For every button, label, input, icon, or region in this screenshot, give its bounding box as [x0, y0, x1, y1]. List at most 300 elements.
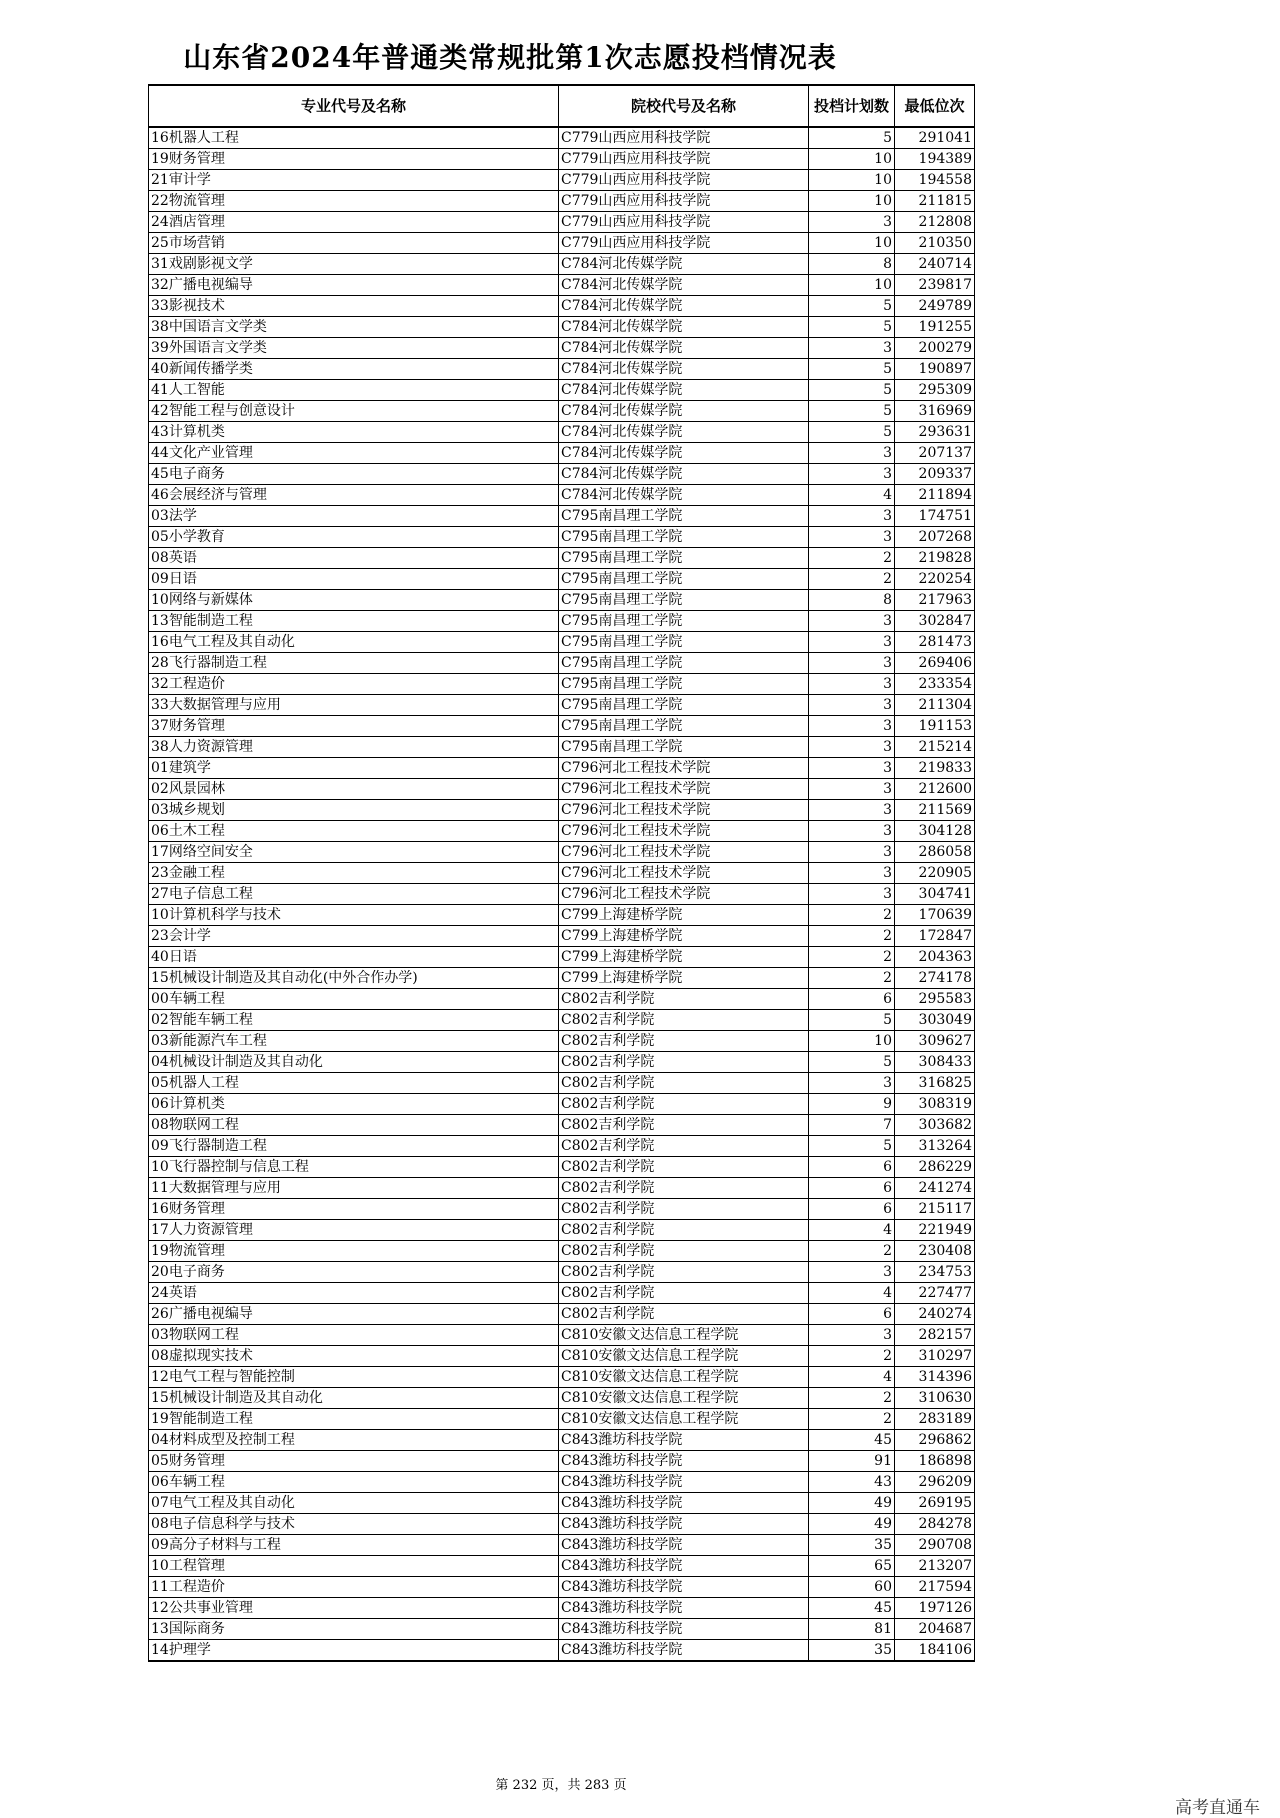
- table-row: [149, 779, 975, 800]
- cell-major: 19智能制造工程: [149, 1409, 559, 1430]
- table-row: [149, 1577, 975, 1598]
- cell-plan: 5: [809, 359, 895, 380]
- cell-rank: 283189: [895, 1409, 975, 1430]
- cell-plan: 10: [809, 191, 895, 212]
- cell-plan: 35: [809, 1640, 895, 1662]
- cell-major: 08英语: [149, 548, 559, 569]
- cell-major: 11工程造价: [149, 1577, 559, 1598]
- cell-rank: 217963: [895, 590, 975, 611]
- cell-major: 08虚拟现实技术: [149, 1346, 559, 1367]
- cell-school: C843潍坊科技学院: [559, 1640, 809, 1662]
- cell-major: 03新能源汽车工程: [149, 1031, 559, 1052]
- cell-plan: 2: [809, 1346, 895, 1367]
- cell-major: 05财务管理: [149, 1451, 559, 1472]
- cell-rank: 184106: [895, 1640, 975, 1662]
- cell-plan: 3: [809, 821, 895, 842]
- cell-major: 04机械设计制造及其自动化: [149, 1052, 559, 1073]
- cell-school: C799上海建桥学院: [559, 968, 809, 989]
- cell-plan: 3: [809, 716, 895, 737]
- admission-table: [148, 84, 975, 1662]
- cell-plan: 35: [809, 1535, 895, 1556]
- cell-plan: 60: [809, 1577, 895, 1598]
- cell-plan: 5: [809, 296, 895, 317]
- cell-major: 26广播电视编导: [149, 1304, 559, 1325]
- cell-plan: 10: [809, 170, 895, 191]
- cell-school: C796河北工程技术学院: [559, 758, 809, 779]
- cell-plan: 6: [809, 1178, 895, 1199]
- table-row: [149, 1094, 975, 1115]
- cell-rank: 314396: [895, 1367, 975, 1388]
- cell-plan: 2: [809, 947, 895, 968]
- cell-rank: 303682: [895, 1115, 975, 1136]
- table-row: [149, 1178, 975, 1199]
- page-footer: 第 232 页，共 283 页: [495, 1778, 627, 1793]
- cell-plan: 6: [809, 1304, 895, 1325]
- table-row: [149, 149, 975, 170]
- table-row: [149, 401, 975, 422]
- cell-school: C784河北传媒学院: [559, 338, 809, 359]
- cell-major: 24英语: [149, 1283, 559, 1304]
- cell-plan: 5: [809, 1052, 895, 1073]
- cell-rank: 227477: [895, 1283, 975, 1304]
- table-row: [149, 1136, 975, 1157]
- cell-major: 32广播电视编导: [149, 275, 559, 296]
- cell-school: C810安徽文达信息工程学院: [559, 1388, 809, 1409]
- cell-major: 37财务管理: [149, 716, 559, 737]
- table-row: [149, 1346, 975, 1367]
- table-row: [149, 1031, 975, 1052]
- table-row: [149, 359, 975, 380]
- table-row: [149, 1241, 975, 1262]
- cell-school: C784河北传媒学院: [559, 464, 809, 485]
- table-row: [149, 1010, 975, 1031]
- cell-school: C779山西应用科技学院: [559, 191, 809, 212]
- cell-plan: 3: [809, 443, 895, 464]
- cell-rank: 286229: [895, 1157, 975, 1178]
- cell-rank: 303049: [895, 1010, 975, 1031]
- cell-plan: 2: [809, 569, 895, 590]
- cell-school: C796河北工程技术学院: [559, 842, 809, 863]
- cell-school: C779山西应用科技学院: [559, 212, 809, 233]
- cell-plan: 49: [809, 1493, 895, 1514]
- cell-plan: 2: [809, 968, 895, 989]
- cell-plan: 5: [809, 380, 895, 401]
- table-row: [149, 317, 975, 338]
- cell-major: 10工程管理: [149, 1556, 559, 1577]
- cell-school: C802吉利学院: [559, 989, 809, 1010]
- table-row: [149, 1388, 975, 1409]
- cell-school: C802吉利学院: [559, 1115, 809, 1136]
- cell-school: C795南昌理工学院: [559, 674, 809, 695]
- cell-major: 06计算机类: [149, 1094, 559, 1115]
- cell-plan: 2: [809, 905, 895, 926]
- table-header-row: [149, 85, 975, 127]
- cell-rank: 308319: [895, 1094, 975, 1115]
- cell-rank: 316825: [895, 1073, 975, 1094]
- cell-rank: 308433: [895, 1052, 975, 1073]
- cell-major: 03物联网工程: [149, 1325, 559, 1346]
- cell-school: C779山西应用科技学院: [559, 127, 809, 149]
- cell-school: C795南昌理工学院: [559, 716, 809, 737]
- table-row: [149, 569, 975, 590]
- cell-school: C779山西应用科技学院: [559, 170, 809, 191]
- cell-rank: 221949: [895, 1220, 975, 1241]
- cell-major: 23会计学: [149, 926, 559, 947]
- cell-major: 04材料成型及控制工程: [149, 1430, 559, 1451]
- cell-plan: 2: [809, 926, 895, 947]
- cell-major: 08物联网工程: [149, 1115, 559, 1136]
- cell-major: 15机械设计制造及其自动化(中外合作办学): [149, 968, 559, 989]
- cell-major: 03法学: [149, 506, 559, 527]
- cell-major: 13智能制造工程: [149, 611, 559, 632]
- cell-major: 21审计学: [149, 170, 559, 191]
- header-rank: 最低位次: [895, 85, 975, 127]
- cell-school: C802吉利学院: [559, 1010, 809, 1031]
- table-row: [149, 191, 975, 212]
- table-row: [149, 1073, 975, 1094]
- table-row: [149, 464, 975, 485]
- cell-plan: 4: [809, 485, 895, 506]
- cell-school: C784河北传媒学院: [559, 422, 809, 443]
- cell-school: C799上海建桥学院: [559, 947, 809, 968]
- cell-major: 06土木工程: [149, 821, 559, 842]
- table-row: [149, 506, 975, 527]
- cell-major: 32工程造价: [149, 674, 559, 695]
- cell-plan: 2: [809, 1241, 895, 1262]
- cell-school: C843潍坊科技学院: [559, 1430, 809, 1451]
- cell-plan: 3: [809, 863, 895, 884]
- cell-school: C843潍坊科技学院: [559, 1619, 809, 1640]
- cell-school: C843潍坊科技学院: [559, 1451, 809, 1472]
- cell-plan: 3: [809, 695, 895, 716]
- table-row: [149, 254, 975, 275]
- cell-rank: 207268: [895, 527, 975, 548]
- cell-major: 28飞行器制造工程: [149, 653, 559, 674]
- table-row: [149, 926, 975, 947]
- cell-school: C795南昌理工学院: [559, 695, 809, 716]
- cell-plan: 10: [809, 233, 895, 254]
- cell-major: 10计算机科学与技术: [149, 905, 559, 926]
- cell-rank: 249789: [895, 296, 975, 317]
- cell-school: C802吉利学院: [559, 1283, 809, 1304]
- cell-plan: 2: [809, 1388, 895, 1409]
- cell-major: 39外国语言文学类: [149, 338, 559, 359]
- cell-plan: 3: [809, 611, 895, 632]
- table-row: [149, 821, 975, 842]
- cell-school: C784河北传媒学院: [559, 443, 809, 464]
- cell-plan: 3: [809, 1262, 895, 1283]
- cell-plan: 9: [809, 1094, 895, 1115]
- cell-rank: 282157: [895, 1325, 975, 1346]
- cell-school: C784河北传媒学院: [559, 359, 809, 380]
- table-row: [149, 1514, 975, 1535]
- cell-major: 44文化产业管理: [149, 443, 559, 464]
- cell-school: C795南昌理工学院: [559, 506, 809, 527]
- cell-plan: 3: [809, 632, 895, 653]
- cell-school: C779山西应用科技学院: [559, 149, 809, 170]
- header-school: 院校代号及名称: [559, 85, 809, 127]
- cell-rank: 220905: [895, 863, 975, 884]
- cell-rank: 194389: [895, 149, 975, 170]
- table-row: [149, 653, 975, 674]
- cell-plan: 8: [809, 590, 895, 611]
- table-row: [149, 1451, 975, 1472]
- cell-school: C843潍坊科技学院: [559, 1556, 809, 1577]
- cell-school: C796河北工程技术学院: [559, 800, 809, 821]
- cell-rank: 215214: [895, 737, 975, 758]
- cell-school: C843潍坊科技学院: [559, 1535, 809, 1556]
- cell-school: C810安徽文达信息工程学院: [559, 1325, 809, 1346]
- cell-plan: 3: [809, 1325, 895, 1346]
- table-row: [149, 1220, 975, 1241]
- cell-school: C843潍坊科技学院: [559, 1493, 809, 1514]
- cell-school: C802吉利学院: [559, 1094, 809, 1115]
- cell-rank: 212600: [895, 779, 975, 800]
- table-row: [149, 1556, 975, 1577]
- table-row: [149, 443, 975, 464]
- cell-rank: 212808: [895, 212, 975, 233]
- table-row: [149, 1283, 975, 1304]
- cell-rank: 313264: [895, 1136, 975, 1157]
- cell-plan: 91: [809, 1451, 895, 1472]
- table-row: [149, 989, 975, 1010]
- table-row: [149, 548, 975, 569]
- cell-school: C796河北工程技术学院: [559, 821, 809, 842]
- table-row: [149, 947, 975, 968]
- cell-rank: 219833: [895, 758, 975, 779]
- cell-rank: 269406: [895, 653, 975, 674]
- cell-rank: 296209: [895, 1472, 975, 1493]
- cell-major: 10飞行器控制与信息工程: [149, 1157, 559, 1178]
- cell-plan: 81: [809, 1619, 895, 1640]
- cell-plan: 45: [809, 1430, 895, 1451]
- cell-rank: 302847: [895, 611, 975, 632]
- cell-plan: 3: [809, 1073, 895, 1094]
- cell-rank: 290708: [895, 1535, 975, 1556]
- cell-school: C802吉利学院: [559, 1178, 809, 1199]
- cell-school: C802吉利学院: [559, 1199, 809, 1220]
- cell-rank: 269195: [895, 1493, 975, 1514]
- cell-major: 40新闻传播学类: [149, 359, 559, 380]
- cell-major: 09飞行器制造工程: [149, 1136, 559, 1157]
- cell-rank: 190897: [895, 359, 975, 380]
- table-row: [149, 127, 975, 149]
- cell-major: 05小学教育: [149, 527, 559, 548]
- cell-school: C810安徽文达信息工程学院: [559, 1409, 809, 1430]
- cell-rank: 209337: [895, 464, 975, 485]
- cell-school: C802吉利学院: [559, 1262, 809, 1283]
- cell-major: 42智能工程与创意设计: [149, 401, 559, 422]
- cell-school: C843潍坊科技学院: [559, 1472, 809, 1493]
- table-row: [149, 968, 975, 989]
- cell-major: 17人力资源管理: [149, 1220, 559, 1241]
- cell-rank: 293631: [895, 422, 975, 443]
- cell-major: 38中国语言文学类: [149, 317, 559, 338]
- cell-rank: 170639: [895, 905, 975, 926]
- cell-major: 45电子商务: [149, 464, 559, 485]
- cell-plan: 2: [809, 1409, 895, 1430]
- cell-rank: 217594: [895, 1577, 975, 1598]
- cell-major: 33影视技术: [149, 296, 559, 317]
- table-row: [149, 1325, 975, 1346]
- cell-rank: 310630: [895, 1388, 975, 1409]
- cell-school: C802吉利学院: [559, 1220, 809, 1241]
- cell-major: 46会展经济与管理: [149, 485, 559, 506]
- cell-major: 15机械设计制造及其自动化: [149, 1388, 559, 1409]
- cell-plan: 8: [809, 254, 895, 275]
- table-row: [149, 485, 975, 506]
- cell-plan: 10: [809, 149, 895, 170]
- table-row: [149, 1304, 975, 1325]
- cell-plan: 43: [809, 1472, 895, 1493]
- cell-school: C784河北传媒学院: [559, 380, 809, 401]
- cell-school: C802吉利学院: [559, 1052, 809, 1073]
- cell-school: C795南昌理工学院: [559, 548, 809, 569]
- cell-rank: 191153: [895, 716, 975, 737]
- cell-major: 11大数据管理与应用: [149, 1178, 559, 1199]
- cell-rank: 204687: [895, 1619, 975, 1640]
- table-row: [149, 1262, 975, 1283]
- watermark: 高考直通车: [1175, 1798, 1260, 1818]
- cell-rank: 215117: [895, 1199, 975, 1220]
- cell-plan: 65: [809, 1556, 895, 1577]
- cell-major: 02智能车辆工程: [149, 1010, 559, 1031]
- table-row: [149, 527, 975, 548]
- cell-major: 27电子信息工程: [149, 884, 559, 905]
- cell-plan: 3: [809, 506, 895, 527]
- cell-major: 09高分子材料与工程: [149, 1535, 559, 1556]
- cell-rank: 172847: [895, 926, 975, 947]
- cell-school: C802吉利学院: [559, 1241, 809, 1262]
- cell-plan: 4: [809, 1367, 895, 1388]
- cell-plan: 3: [809, 464, 895, 485]
- cell-school: C795南昌理工学院: [559, 653, 809, 674]
- cell-major: 40日语: [149, 947, 559, 968]
- cell-rank: 204363: [895, 947, 975, 968]
- cell-rank: 304128: [895, 821, 975, 842]
- cell-rank: 309627: [895, 1031, 975, 1052]
- cell-school: C802吉利学院: [559, 1304, 809, 1325]
- cell-major: 23金融工程: [149, 863, 559, 884]
- cell-rank: 241274: [895, 1178, 975, 1199]
- cell-plan: 49: [809, 1514, 895, 1535]
- table-row: [149, 905, 975, 926]
- cell-major: 13国际商务: [149, 1619, 559, 1640]
- table-row: [149, 758, 975, 779]
- cell-school: C796河北工程技术学院: [559, 779, 809, 800]
- cell-major: 33大数据管理与应用: [149, 695, 559, 716]
- table-row: [149, 842, 975, 863]
- cell-rank: 194558: [895, 170, 975, 191]
- table-row: [149, 1598, 975, 1619]
- cell-rank: 186898: [895, 1451, 975, 1472]
- table-row: [149, 611, 975, 632]
- cell-rank: 211815: [895, 191, 975, 212]
- cell-plan: 3: [809, 674, 895, 695]
- cell-school: C795南昌理工学院: [559, 611, 809, 632]
- cell-plan: 3: [809, 800, 895, 821]
- cell-rank: 213207: [895, 1556, 975, 1577]
- cell-school: C779山西应用科技学院: [559, 233, 809, 254]
- table-row: [149, 422, 975, 443]
- cell-rank: 296862: [895, 1430, 975, 1451]
- cell-school: C799上海建桥学院: [559, 926, 809, 947]
- cell-school: C795南昌理工学院: [559, 569, 809, 590]
- cell-school: C784河北传媒学院: [559, 317, 809, 338]
- cell-rank: 210350: [895, 233, 975, 254]
- cell-plan: 3: [809, 653, 895, 674]
- cell-major: 00车辆工程: [149, 989, 559, 1010]
- cell-plan: 45: [809, 1598, 895, 1619]
- cell-major: 17网络空间安全: [149, 842, 559, 863]
- cell-rank: 211304: [895, 695, 975, 716]
- cell-school: C795南昌理工学院: [559, 632, 809, 653]
- cell-rank: 220254: [895, 569, 975, 590]
- cell-rank: 291041: [895, 127, 975, 149]
- table-row: [149, 233, 975, 254]
- cell-school: C784河北传媒学院: [559, 485, 809, 506]
- table-body: [149, 127, 975, 1661]
- cell-major: 07电气工程及其自动化: [149, 1493, 559, 1514]
- cell-school: C795南昌理工学院: [559, 590, 809, 611]
- table-row: [149, 170, 975, 191]
- page-title: 山东省2024年普通类常规批第1次志愿投档情况表: [183, 41, 837, 74]
- cell-plan: 5: [809, 317, 895, 338]
- table-row: [149, 1640, 975, 1662]
- cell-rank: 219828: [895, 548, 975, 569]
- cell-rank: 211569: [895, 800, 975, 821]
- table-row: [149, 737, 975, 758]
- cell-rank: 207137: [895, 443, 975, 464]
- header-plan: 投档计划数: [809, 85, 895, 127]
- cell-plan: 3: [809, 737, 895, 758]
- cell-rank: 281473: [895, 632, 975, 653]
- cell-rank: 295583: [895, 989, 975, 1010]
- table-row: [149, 1052, 975, 1073]
- cell-major: 16机器人工程: [149, 127, 559, 149]
- cell-rank: 310297: [895, 1346, 975, 1367]
- cell-major: 05机器人工程: [149, 1073, 559, 1094]
- cell-plan: 7: [809, 1115, 895, 1136]
- table-row: [149, 296, 975, 317]
- cell-school: C799上海建桥学院: [559, 905, 809, 926]
- cell-plan: 3: [809, 758, 895, 779]
- cell-plan: 4: [809, 1220, 895, 1241]
- cell-plan: 3: [809, 212, 895, 233]
- table-row: [149, 1367, 975, 1388]
- cell-major: 14护理学: [149, 1640, 559, 1662]
- cell-plan: 6: [809, 1157, 895, 1178]
- table-row: [149, 1430, 975, 1451]
- cell-rank: 197126: [895, 1598, 975, 1619]
- cell-plan: 5: [809, 422, 895, 443]
- cell-school: C795南昌理工学院: [559, 737, 809, 758]
- cell-school: C810安徽文达信息工程学院: [559, 1367, 809, 1388]
- cell-school: C795南昌理工学院: [559, 527, 809, 548]
- cell-plan: 6: [809, 989, 895, 1010]
- cell-school: C784河北传媒学院: [559, 401, 809, 422]
- cell-rank: 234753: [895, 1262, 975, 1283]
- table-row: [149, 1115, 975, 1136]
- table-row: [149, 1472, 975, 1493]
- table-row: [149, 632, 975, 653]
- cell-plan: 5: [809, 1010, 895, 1031]
- cell-major: 03城乡规划: [149, 800, 559, 821]
- cell-rank: 284278: [895, 1514, 975, 1535]
- cell-school: C843潍坊科技学院: [559, 1514, 809, 1535]
- cell-major: 12公共事业管理: [149, 1598, 559, 1619]
- cell-rank: 316969: [895, 401, 975, 422]
